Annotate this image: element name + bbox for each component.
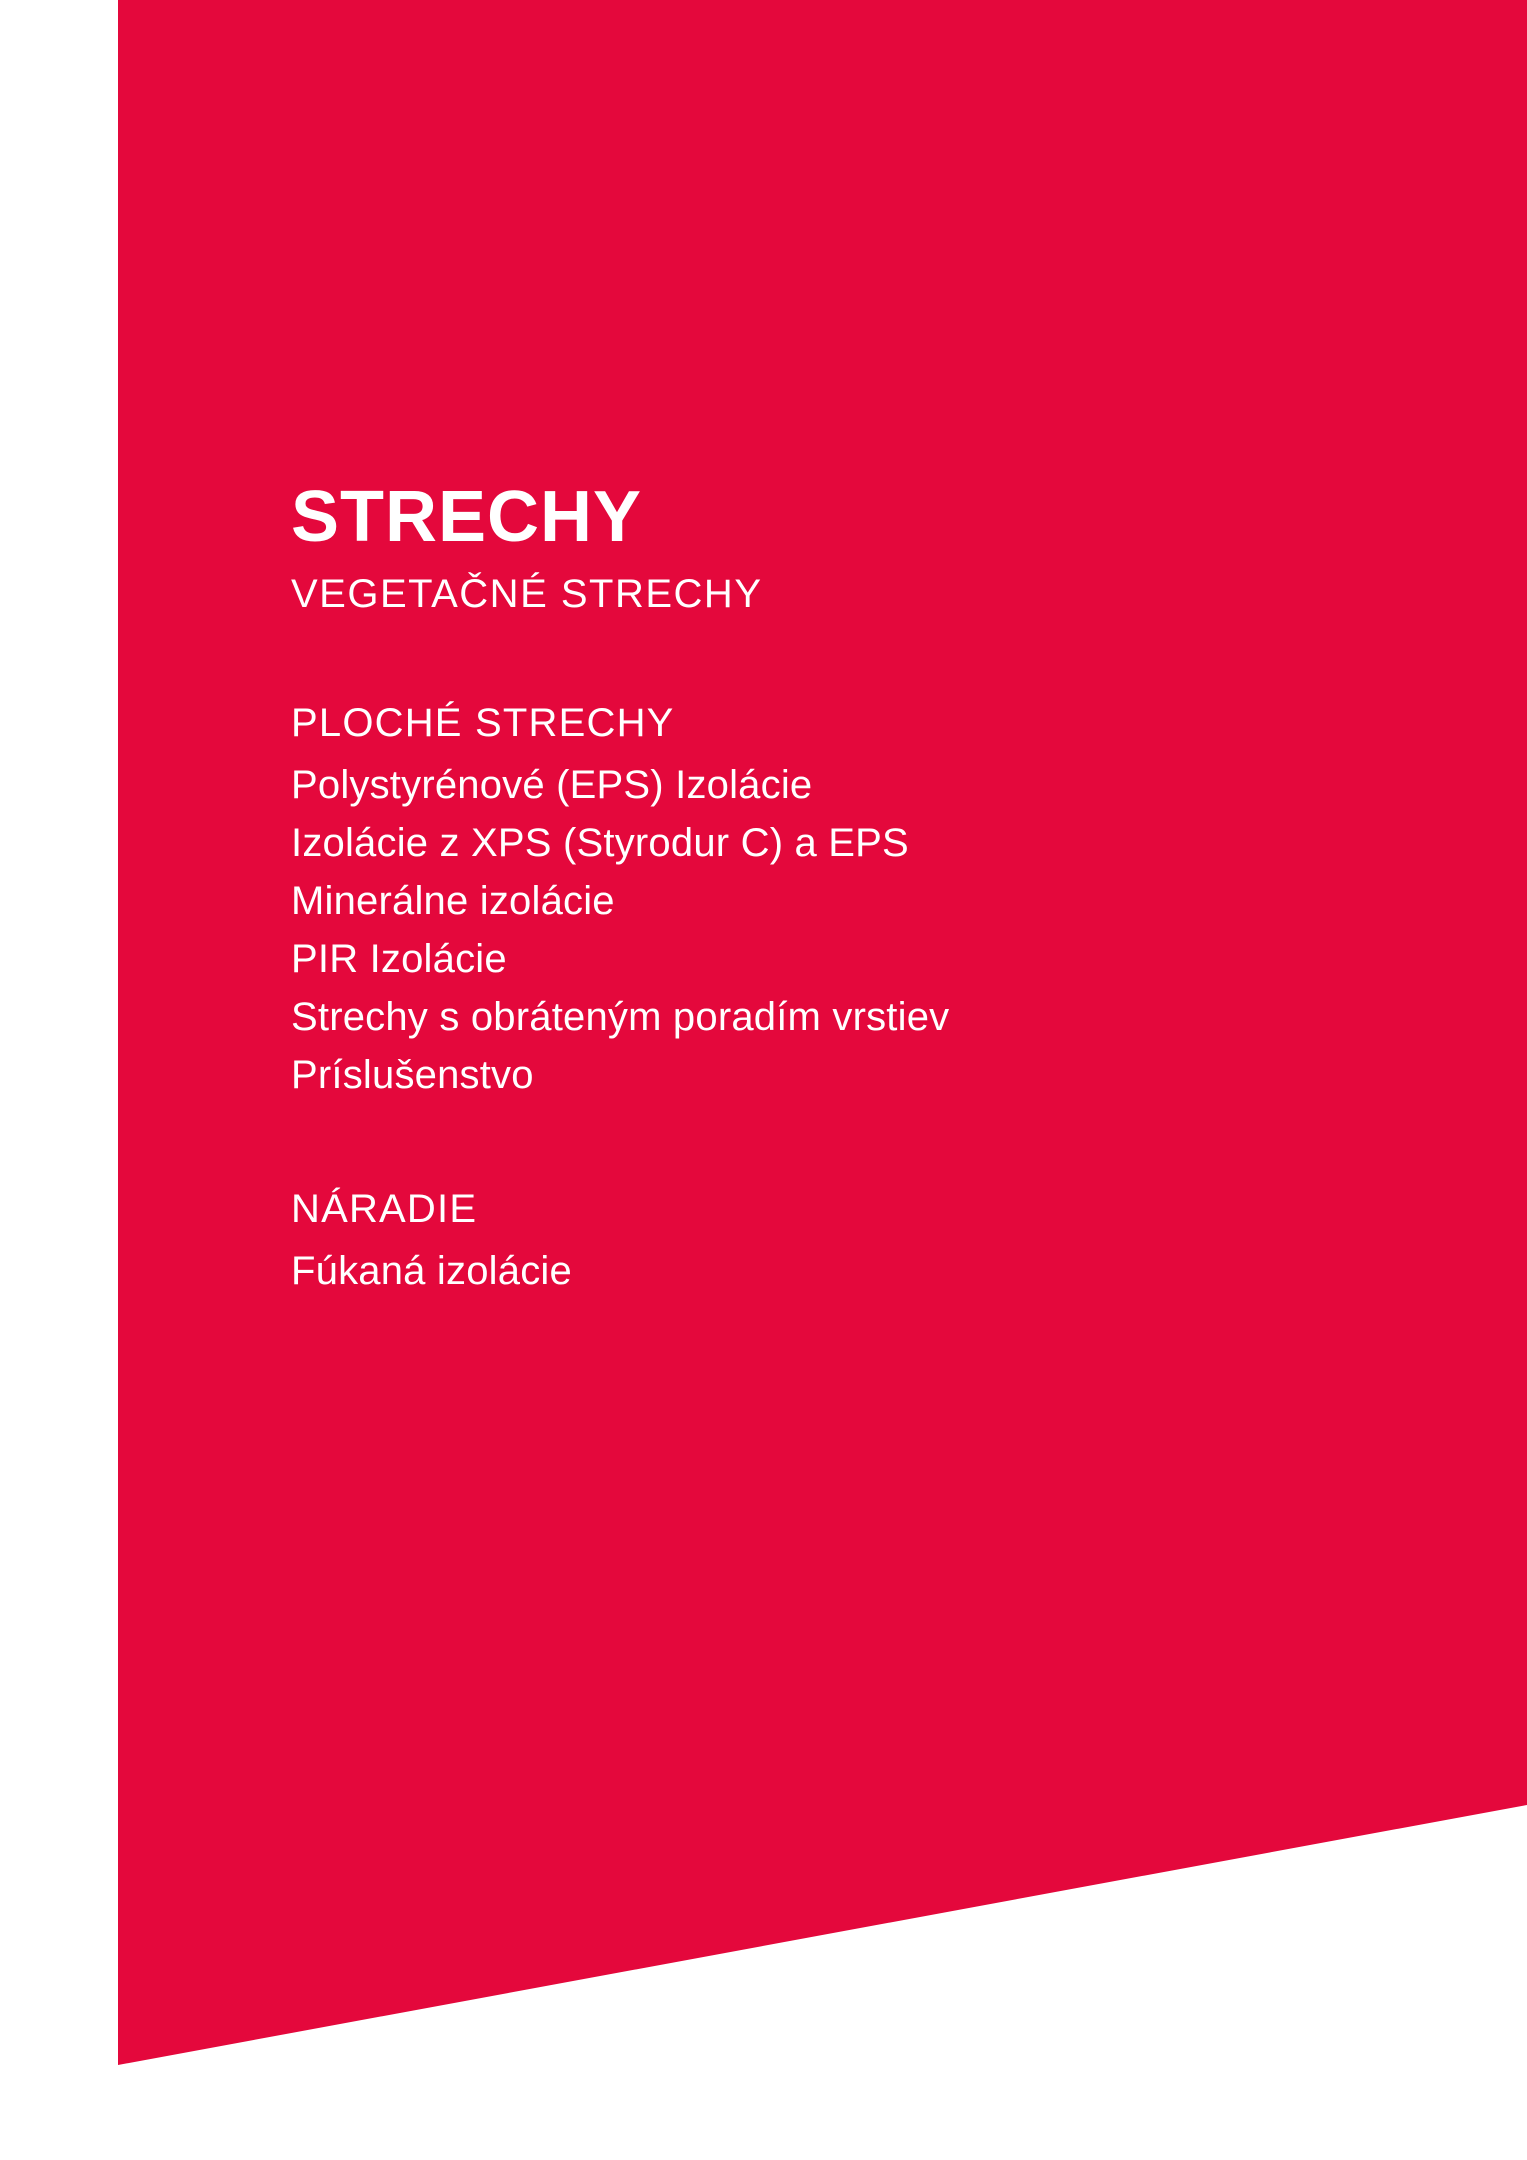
- list-item: Fúkaná izolácie: [291, 1248, 572, 1293]
- list-item: Izolácie z XPS (Styrodur C) a EPS: [291, 820, 909, 865]
- section-ploche-strechy: [291, 694, 1391, 1104]
- list-item: Minerálne izolácie: [291, 878, 615, 923]
- section-heading: PLOCHÉ STRECHY: [291, 700, 675, 745]
- section-heading: NÁRADIE: [291, 1186, 478, 1231]
- list-item: Polystyrénové (EPS) Izolácie: [291, 762, 813, 807]
- list-item: Strechy s obráteným poradím vrstiev: [291, 994, 950, 1039]
- content-block: [291, 477, 1391, 1300]
- page-subtitle: VEGETAČNÉ STRECHY: [291, 571, 763, 616]
- list-item: PIR Izolácie: [291, 936, 507, 981]
- list-item: Príslušenstvo: [291, 1052, 534, 1097]
- page-title: STRECHY: [291, 477, 643, 557]
- section-naradie: [291, 1180, 1391, 1300]
